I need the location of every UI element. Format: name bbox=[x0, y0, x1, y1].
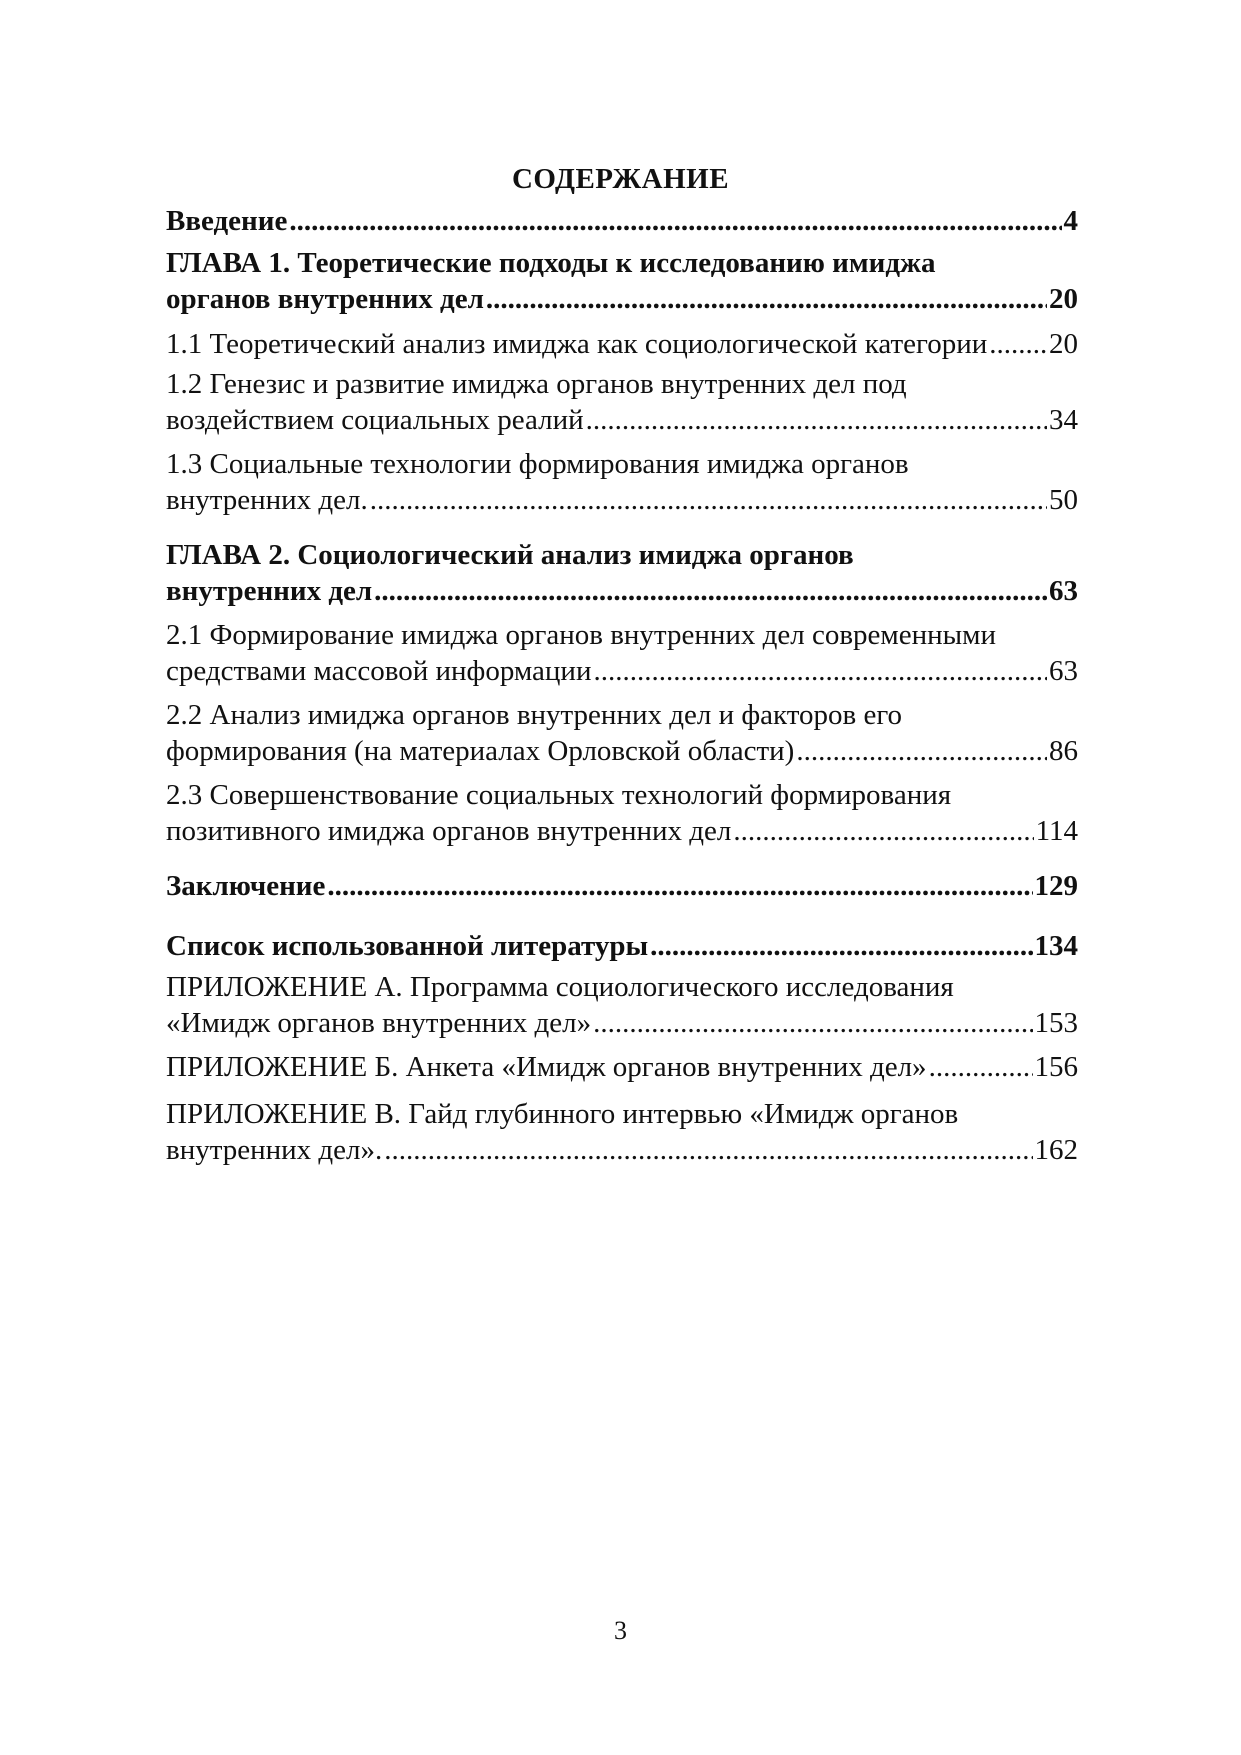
dot-leader bbox=[384, 1132, 1032, 1168]
toc-entry-section-1-3[interactable] bbox=[166, 446, 1078, 518]
toc-page-number: 4 bbox=[1063, 205, 1078, 237]
toc-entry-section-2-1[interactable] bbox=[166, 617, 1078, 689]
toc-page-number: 63 bbox=[1049, 575, 1078, 607]
toc-entry-text: 2.1 Формирование имиджа органов внутренних дел современными bbox=[166, 619, 997, 651]
toc-page-number: 153 bbox=[1034, 1007, 1078, 1039]
toc-entry-text: Введение bbox=[166, 205, 288, 237]
toc-entry-conclusion[interactable] bbox=[166, 868, 1078, 904]
toc-page-number: 156 bbox=[1034, 1051, 1078, 1083]
toc-entry-appendix-a[interactable] bbox=[166, 969, 1078, 1041]
page-number: 3 bbox=[614, 1616, 627, 1645]
toc-entry-section-1-2[interactable] bbox=[166, 366, 1078, 438]
toc-entry-text: «Имидж органов внутренних дел» bbox=[166, 1007, 592, 1039]
toc-page-number: 63 bbox=[1049, 655, 1078, 687]
dot-leader bbox=[486, 281, 1047, 317]
dot-leader bbox=[796, 733, 1047, 769]
toc-entry-introduction[interactable] bbox=[166, 203, 1078, 239]
toc-entry-text: позитивного имиджа органов внутренних дел bbox=[166, 815, 732, 847]
toc-entry-text: 1.3 Социальные технологии формирования имиджа органов bbox=[166, 448, 909, 480]
dot-leader bbox=[593, 653, 1047, 689]
dot-leader bbox=[374, 573, 1047, 609]
toc-entry-section-2-3[interactable] bbox=[166, 777, 1078, 849]
toc-entry-text: внутренних дел bbox=[166, 575, 373, 607]
toc-entry-text: формирования (на материалах Орловской области) bbox=[166, 735, 795, 767]
toc-entry-chapter-1[interactable] bbox=[166, 245, 1078, 317]
toc-entry-text: Заключение bbox=[166, 870, 326, 902]
toc-entry-text: 2.2 Анализ имиджа органов внутренних дел и факторов его bbox=[166, 699, 903, 731]
toc-entry-text: ПРИЛОЖЕНИЕ В. Гайд глубинного интервью «Имидж органов bbox=[166, 1098, 959, 1130]
toc-entry-text: Список использованной литературы bbox=[166, 930, 649, 962]
dot-leader bbox=[289, 203, 1061, 239]
dot-leader bbox=[327, 868, 1032, 904]
dot-leader bbox=[370, 482, 1047, 518]
toc-entry-text: ГЛАВА 2. Социологический анализ имиджа органов bbox=[166, 539, 854, 571]
dot-leader bbox=[586, 402, 1047, 438]
toc-entry-appendix-v[interactable] bbox=[166, 1096, 1078, 1168]
toc-entry-bibliography[interactable] bbox=[166, 928, 1078, 964]
toc-page-number: 162 bbox=[1034, 1134, 1078, 1166]
toc-entry-appendix-b[interactable] bbox=[166, 1049, 1078, 1085]
toc-page-number: 50 bbox=[1049, 484, 1078, 516]
toc-entry-text: 1.1 Теоретический анализ имиджа как социологической категории bbox=[166, 328, 988, 360]
toc-entry-text: 2.3 Совершенствование социальных технологий формирования bbox=[166, 779, 952, 811]
dot-leader bbox=[929, 1049, 1033, 1085]
toc-page-number: 34 bbox=[1049, 404, 1078, 436]
toc-entry-section-1-1[interactable] bbox=[166, 326, 1078, 362]
toc-entry-section-2-2[interactable] bbox=[166, 697, 1078, 769]
toc-entry-text: воздействием социальных реалий bbox=[166, 404, 584, 436]
toc-page-number: 20 bbox=[1049, 328, 1078, 360]
toc-entry-text: внутренних дел». bbox=[166, 1134, 383, 1166]
toc-entry-text: 1.2 Генезис и развитие имиджа органов внутренних дел под bbox=[166, 368, 907, 400]
toc-entry-text: ГЛАВА 1. Теоретические подходы к исследованию имиджа bbox=[166, 247, 936, 279]
toc-entry-chapter-2[interactable] bbox=[166, 537, 1078, 609]
toc-entry-text: органов внутренних дел bbox=[166, 283, 484, 315]
dot-leader bbox=[733, 813, 1033, 849]
toc-entry-text: средствами массовой информации bbox=[166, 655, 592, 687]
toc-page-number: 86 bbox=[1049, 735, 1078, 767]
dot-leader bbox=[593, 1005, 1032, 1041]
toc-page-number: 114 bbox=[1035, 815, 1078, 847]
toc-entry-text: внутренних дел. bbox=[166, 484, 368, 516]
toc-page-number: 134 bbox=[1034, 930, 1078, 962]
dot-leader bbox=[989, 326, 1047, 362]
toc-page-number: 129 bbox=[1034, 870, 1078, 902]
toc-entry-text: ПРИЛОЖЕНИЕ Б. Анкета «Имидж органов внутренних дел» bbox=[166, 1051, 927, 1083]
toc-page-number: 20 bbox=[1049, 283, 1078, 315]
dot-leader bbox=[650, 928, 1032, 964]
toc-entry-text: ПРИЛОЖЕНИЕ А. Программа социологического исследования bbox=[166, 971, 954, 1003]
page-title: СОДЕРЖАНИЕ bbox=[511, 163, 730, 195]
